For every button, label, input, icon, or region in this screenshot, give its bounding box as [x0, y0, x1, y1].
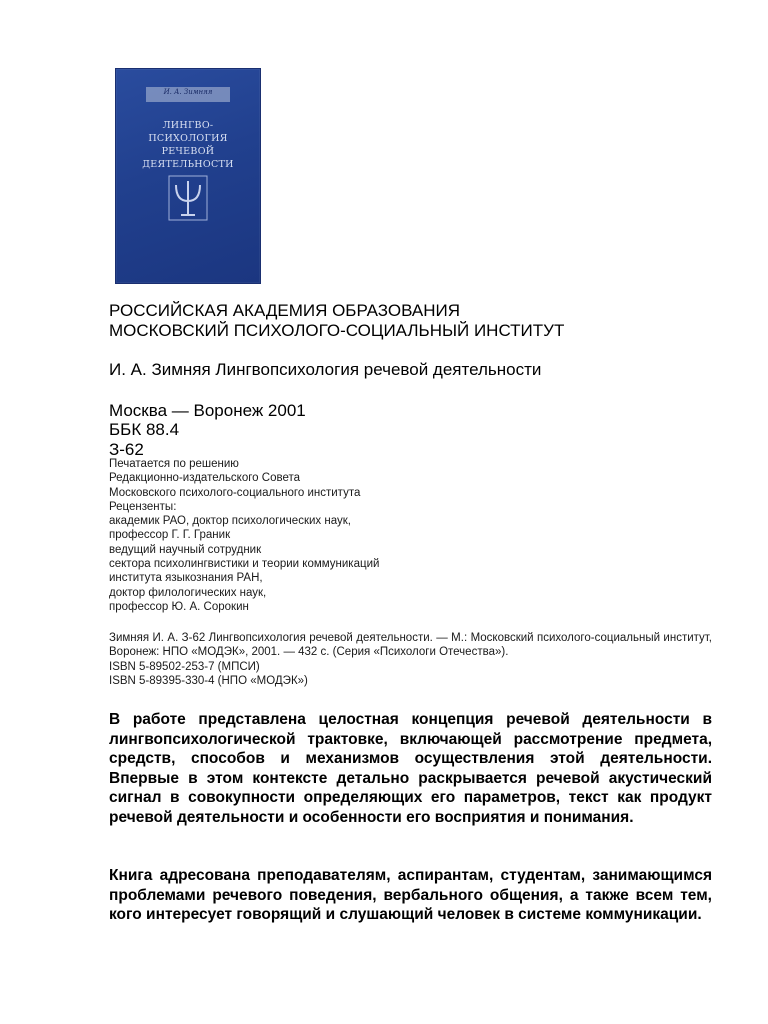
reviewer-line: профессор Ю. А. Сорокин [109, 600, 249, 613]
reviewer-line: академик РАО, доктор психологических наук, [109, 515, 351, 528]
cover-title-line: ДЕЯТЕЛЬНОСТИ [142, 159, 234, 170]
book-cover-image [115, 68, 261, 284]
cover-author: И. А. Зимняя [163, 88, 213, 96]
reviewer-line: сектора психолингвистики и теории коммуникаций [109, 558, 380, 571]
institute-heading: МОСКОВСКИЙ ПСИХОЛОГО-СОЦИАЛЬНЫЙ ИНСТИТУТ [109, 321, 565, 340]
abstract-paragraph: В работе представлена целостная концепция речевой деятельности в лингвопсихологической трактовке, включающей рассмотрение предмета, средств, способов и механизмов осуществления этой деятельности. Впервые в этом контексте детально раскрывается речевой акустический сигнал в совокупности определяющих его параметров, текст как продукт речевой деятельности и особенности его восприятия и понимания. [109, 711, 712, 826]
cover-title-line: ЛИНГВО- [162, 120, 214, 131]
cover-title [126, 119, 250, 171]
citation-text: Зимняя И. А. З-62 Лингвопсихология речевой деятельности. — М.: Московский психолого-социальный институт, Воронеж: НПО «МОДЭК», 2001. — 432 с. (Серия «Психологи Отечества»). [109, 632, 712, 659]
approval-line: Редакционно-издательского Совета [109, 472, 300, 485]
book-author-title: И. А. Зимняя Лингвопсихология речевой деятельности [109, 360, 542, 379]
approval-line: Московского психолого-социального института [109, 486, 361, 499]
cover-title-line: ПСИХОЛОГИЯ [148, 133, 228, 144]
approval-line: Печатается по решению [109, 458, 239, 470]
publication-city-year: Москва — Воронеж 2001 [109, 401, 306, 420]
reviewer-line: профессор Г. Г. Граник [109, 529, 231, 542]
author-mark: З-62 [109, 440, 144, 459]
isbn-line: ISBN 5-89502-253-7 (МПСИ) [109, 660, 260, 673]
bbk-code: ББК 88.4 [109, 420, 180, 439]
isbn-line: ISBN 5-89395-330-4 (НПО «МОДЭК») [109, 674, 308, 687]
academy-heading: РОССИЙСКАЯ АКАДЕМИЯ ОБРАЗОВАНИЯ [109, 301, 460, 320]
reviewers-label: Рецензенты: [109, 500, 177, 513]
cover-title-line: РЕЧЕВОЙ [161, 146, 215, 157]
audience-paragraph: Книга адресована преподавателям, аспирантам, студентам, занимающимся проблемами речевого поведения, вербального общения, а также всем тем, кого интересует говорящий и слушающий человек в системе коммуникации. [109, 867, 712, 924]
approval-reviewers-block [109, 457, 379, 614]
reviewer-line: доктор филологических наук, [109, 586, 267, 599]
bibliographic-record [109, 631, 712, 688]
reviewer-line: института языкознания РАН, [109, 572, 263, 585]
psi-emblem-icon [168, 175, 208, 221]
reviewer-line: ведущий научный сотрудник [109, 543, 262, 556]
